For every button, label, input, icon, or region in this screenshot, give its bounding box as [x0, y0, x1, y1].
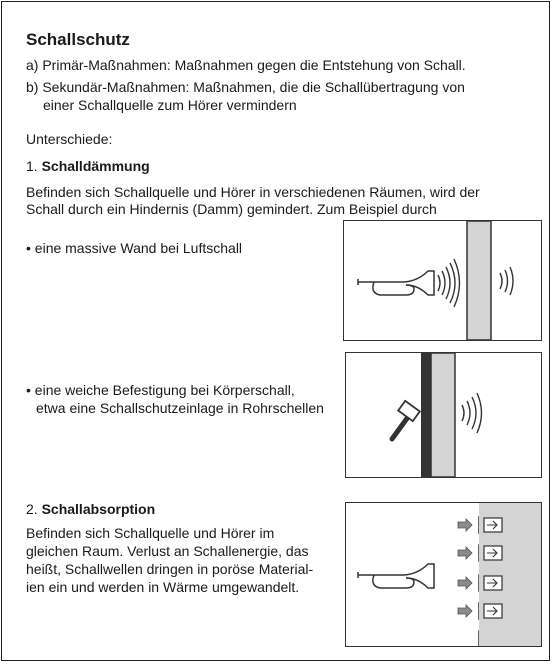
- section1-heading: [26, 157, 150, 175]
- example-structure-line1: • eine weiche Befestigung bei Körperschall,: [26, 382, 295, 398]
- section1-text-line2: Schall durch ein Hindernis (Damm) gemindert. Zum Beispiel durch: [26, 201, 437, 217]
- illustration-sound-absorption: [345, 502, 542, 647]
- trumpet-icon: [358, 564, 434, 588]
- section1-title: Schalldämmung: [41, 158, 150, 174]
- measure-a: a) Primär-Maßnahmen: Maßnahmen gegen die Entstehung von Schall.: [26, 57, 466, 73]
- section2-number: 2.: [26, 501, 38, 517]
- section2-line: ien ein und werden in Wärme umgewandelt.: [26, 579, 300, 595]
- section2-line: Befinden sich Schallquelle und Hörer im: [26, 525, 275, 541]
- section2-title: Schallabsorption: [41, 501, 156, 517]
- example-airborne: • eine massive Wand bei Luftschall: [26, 240, 243, 256]
- transmitted-waves-icon: [500, 267, 513, 295]
- illustration-structure-borne-sound: [345, 352, 542, 478]
- section1-text-line1: Befinden sich Schallquelle und Hörer in verschiedenen Räumen, wird der: [26, 184, 480, 200]
- damping-layer: [421, 353, 431, 477]
- sound-waves-icon: [462, 393, 482, 433]
- absorption-arrows: [458, 519, 472, 617]
- trumpet-icon: [358, 271, 434, 295]
- document-page: [1, 1, 550, 661]
- section2-line: gleichen Raum. Verlust an Schallenergie, das: [26, 543, 309, 559]
- measure-b-line2: einer Schallquelle zum Hörer vermindern: [43, 97, 297, 113]
- wall-layer: [431, 353, 455, 477]
- section2-line: heißt, Schallwellen dringen in poröse Material-: [26, 561, 314, 577]
- example-structure-line2: etwa eine Schallschutzeinlage in Rohrschellen: [36, 400, 324, 416]
- sound-waves-icon: [438, 259, 460, 307]
- section2-heading: [26, 500, 155, 518]
- page-title: Schallschutz: [26, 30, 130, 49]
- differences-label: Unterschiede:: [26, 131, 113, 147]
- illustration-airborne-sound: [343, 220, 542, 341]
- section1-number: 1.: [26, 158, 38, 174]
- hammer-icon: [392, 401, 420, 439]
- massive-wall: [467, 221, 491, 340]
- measure-b-line1: b) Sekundär-Maßnahmen: Maßnahmen, die die Schallübertragung von: [26, 79, 465, 95]
